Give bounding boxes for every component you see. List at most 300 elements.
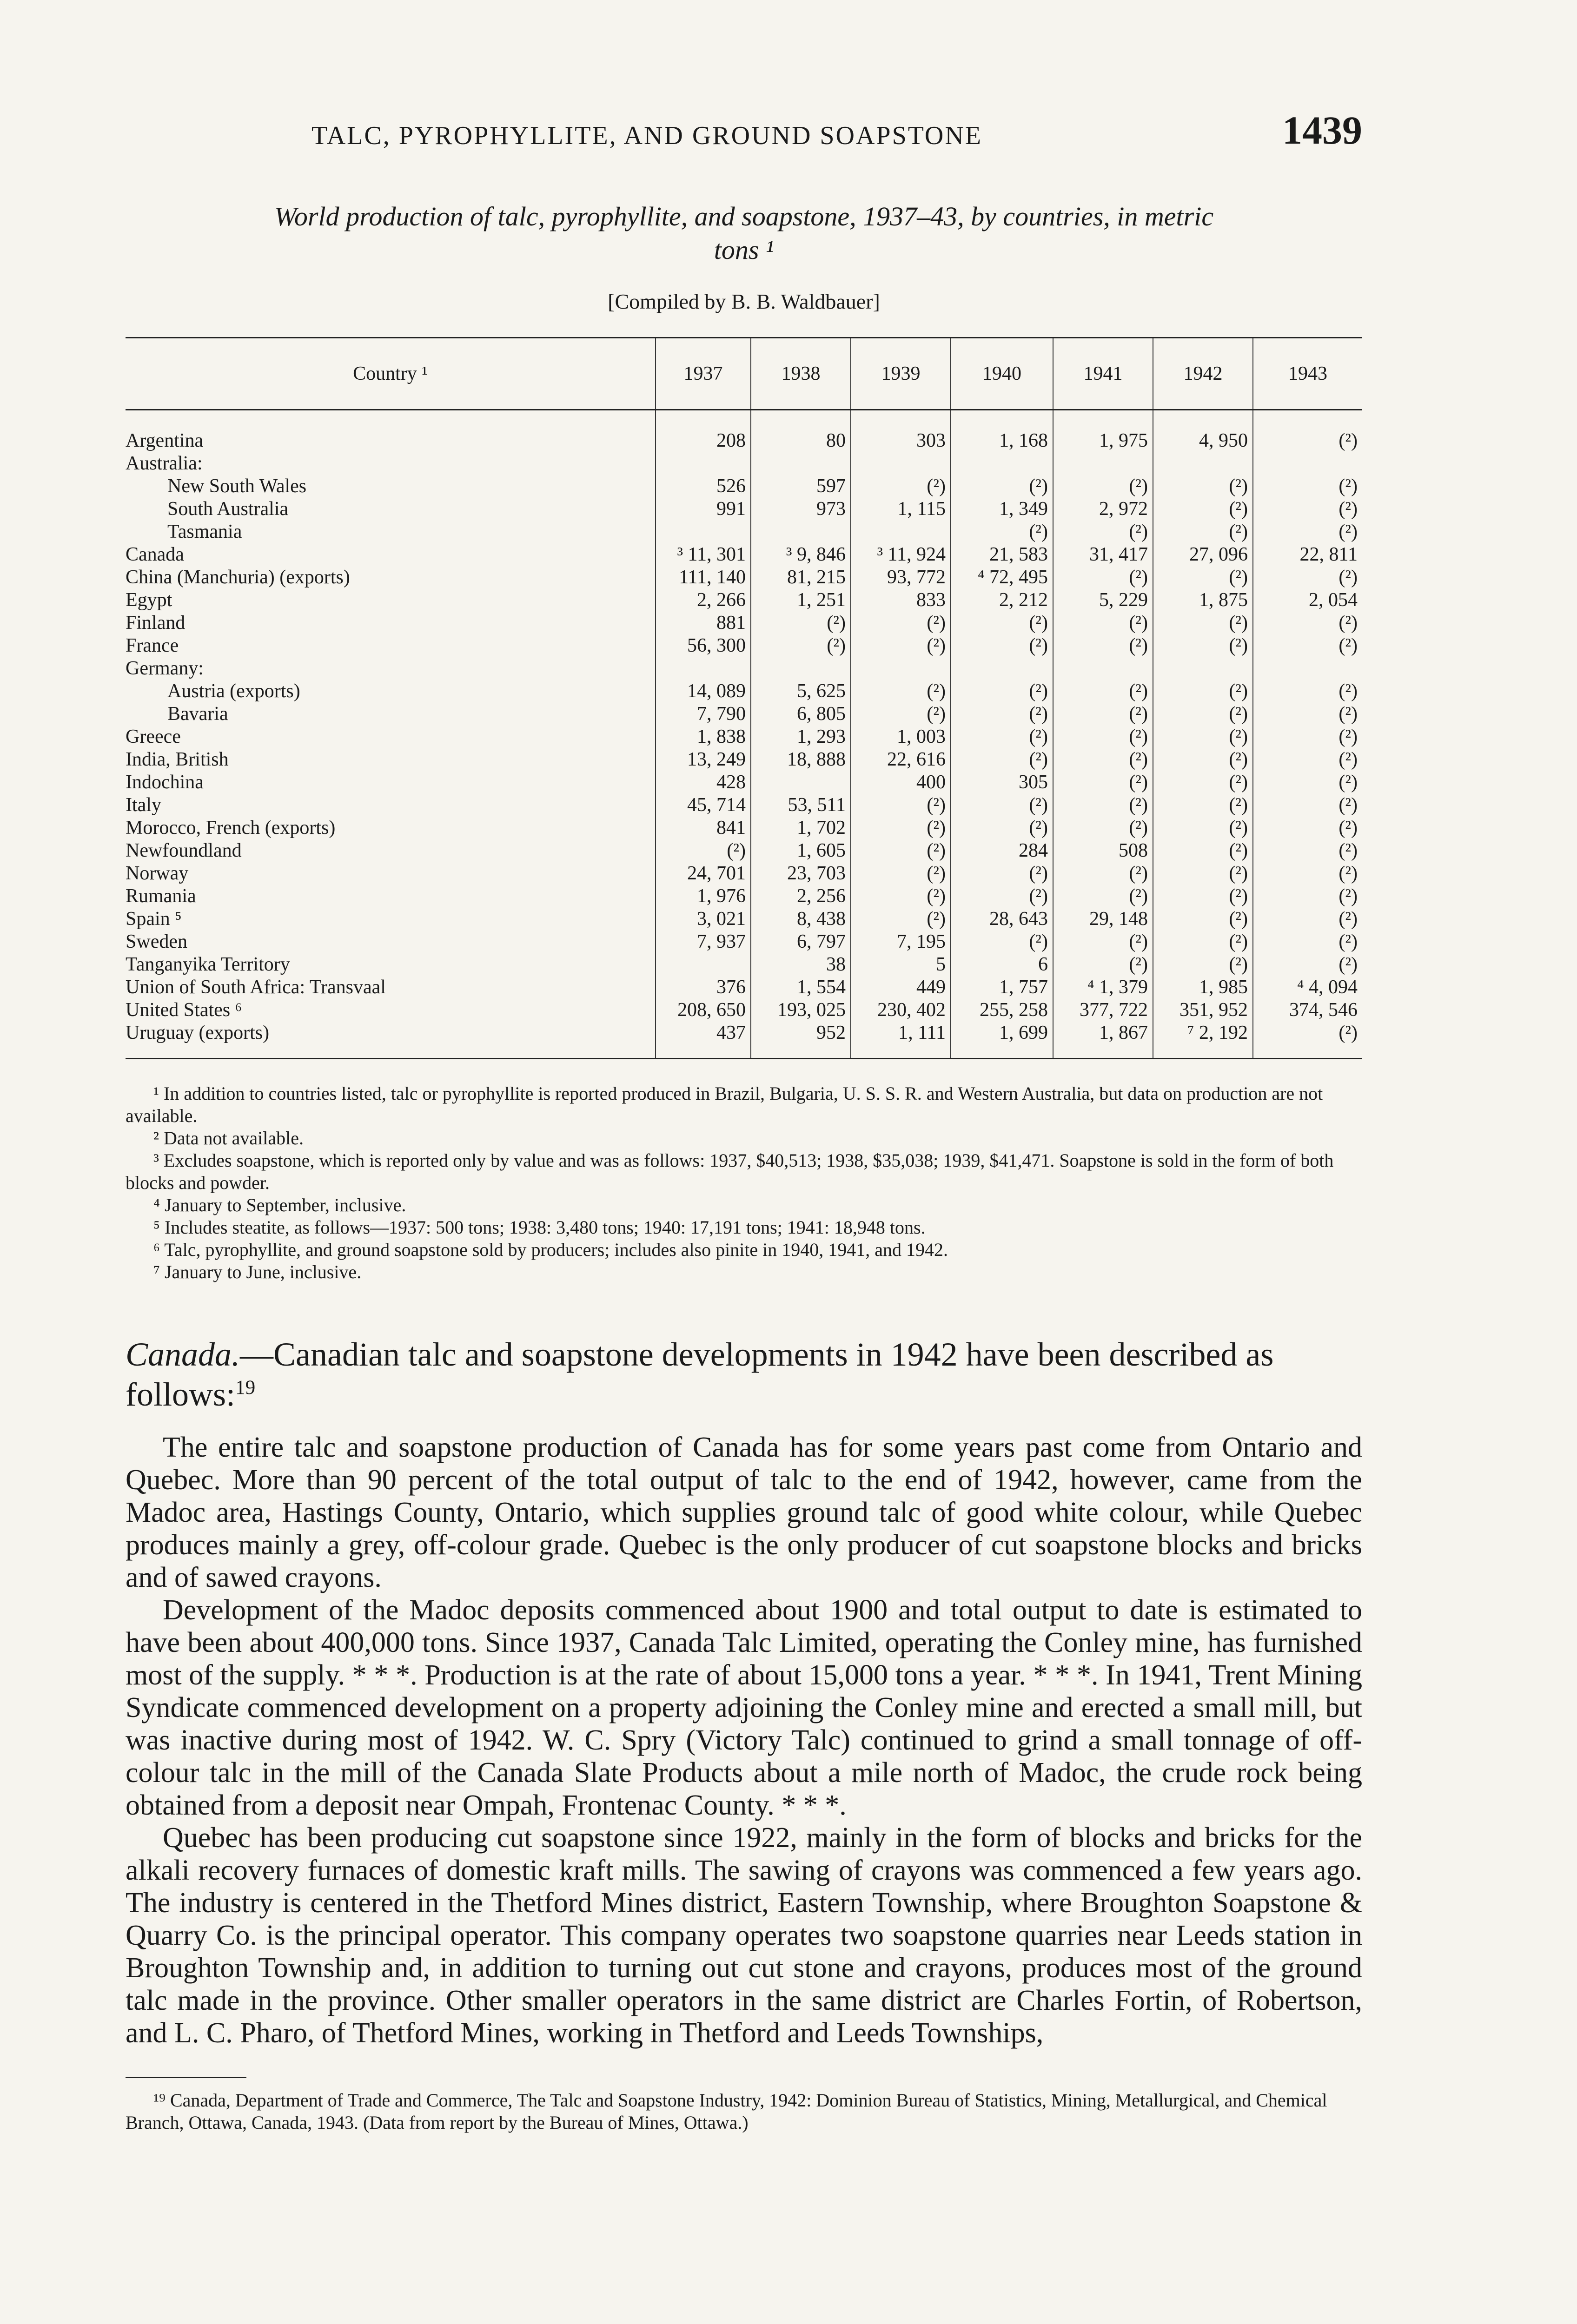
value-cell-1937: 24, 701 (656, 862, 751, 885)
value-cell-1939 (851, 520, 951, 543)
value-cell-1937 (656, 953, 751, 976)
value-cell-1940: (²) (951, 611, 1053, 634)
value-cell-1943: (²) (1253, 953, 1362, 976)
value-cell-1940: (²) (951, 930, 1053, 953)
table-row (126, 702, 1362, 725)
country-cell (126, 588, 656, 611)
section-heading-italic: Canada. (126, 1336, 240, 1373)
table-row (126, 634, 1362, 657)
production-table (126, 337, 1362, 1059)
value-cell-1937: 1, 838 (656, 725, 751, 748)
value-cell-1938: 1, 251 (751, 588, 851, 611)
value-cell-1939: 1, 115 (851, 497, 951, 520)
value-cell-1943: (²) (1253, 520, 1362, 543)
value-cell-1939: 93, 772 (851, 566, 951, 588)
value-cell-1943: (²) (1253, 862, 1362, 885)
table-row (126, 543, 1362, 566)
footnote-4: ⁴ January to September, inclusive. (153, 1195, 406, 1215)
value-cell-1940: 21, 583 (951, 543, 1053, 566)
value-cell-1942: (²) (1153, 885, 1253, 907)
value-cell-1938: 2, 256 (751, 885, 851, 907)
section-heading (126, 1334, 1362, 1414)
country-name: China (Manchuria) (exports) (126, 566, 350, 588)
value-cell-1941: 508 (1053, 839, 1153, 862)
country-name: Italy (126, 794, 161, 816)
value-cell-1942: (²) (1153, 725, 1253, 748)
header-1941: 1941 (1053, 338, 1153, 410)
value-cell-1940: 1, 168 (951, 410, 1053, 452)
value-cell-1942: (²) (1153, 634, 1253, 657)
value-cell-1943: (²) (1253, 839, 1362, 862)
value-cell-1943: (²) (1253, 725, 1362, 748)
value-cell-1942: (²) (1153, 702, 1253, 725)
value-cell-1938: 973 (751, 497, 851, 520)
table-row (126, 816, 1362, 839)
value-cell-1941: (²) (1053, 885, 1153, 907)
value-cell-1938: 80 (751, 410, 851, 452)
value-cell-1939: 449 (851, 976, 951, 998)
value-cell-1943: (²) (1253, 1021, 1362, 1059)
value-cell-1941: (²) (1053, 702, 1153, 725)
value-cell-1943 (1253, 657, 1362, 680)
value-cell-1937: 111, 140 (656, 566, 751, 588)
country-cell (126, 543, 656, 566)
value-cell-1940: (²) (951, 885, 1053, 907)
value-cell-1939: 5 (851, 953, 951, 976)
value-cell-1940: 305 (951, 771, 1053, 793)
country-name: Newfoundland (126, 839, 242, 861)
value-cell-1941: (²) (1053, 816, 1153, 839)
value-cell-1937: 841 (656, 816, 751, 839)
table-row (126, 520, 1362, 543)
value-cell-1940 (951, 657, 1053, 680)
value-cell-1937: 14, 089 (656, 680, 751, 702)
value-cell-1938 (751, 771, 851, 793)
country-cell (126, 930, 656, 953)
value-cell-1941: (²) (1053, 771, 1153, 793)
value-cell-1938: 8, 438 (751, 907, 851, 930)
value-cell-1939: 1, 003 (851, 725, 951, 748)
value-cell-1942: (²) (1153, 839, 1253, 862)
value-cell-1938: (²) (751, 611, 851, 634)
paragraph-2: Development of the Madoc deposits commenced about 1900 and total output to date is estimated to have been about 400,000 tons. Since 1937, Canada Talc Limited, operating the Conley mine, has furnished most of the supply. * * *. Production is at the rate of about 15,000 tons a year. * * *. In 1941, Trent Mining Syndicate commenced development on a property adjoining the Conley mine and erected a small mill, but was inactive during most of 1942. W. C. Spry (Victory Talc) continued to grind a small tonnage of off-colour talc in the mill of the Canada Slate Products about a mile north of Madoc, the crude rock being obtained from a deposit near Ompah, Frontenac County. * * *. (126, 1594, 1362, 1821)
value-cell-1941: (²) (1053, 520, 1153, 543)
value-cell-1940: (²) (951, 862, 1053, 885)
table-row (126, 611, 1362, 634)
value-cell-1938: 1, 702 (751, 816, 851, 839)
table-row (126, 930, 1362, 953)
table-row (126, 725, 1362, 748)
body-text (126, 1431, 1362, 2049)
value-cell-1940: (²) (951, 475, 1053, 497)
value-cell-1941: ⁴ 1, 379 (1053, 976, 1153, 998)
value-cell-1943: 2, 054 (1253, 588, 1362, 611)
value-cell-1940: 6 (951, 953, 1053, 976)
header-1938: 1938 (751, 338, 851, 410)
value-cell-1942: 27, 096 (1153, 543, 1253, 566)
table-header-row (126, 338, 1362, 410)
value-cell-1940: (²) (951, 725, 1053, 748)
value-cell-1938: (²) (751, 634, 851, 657)
value-cell-1937: 1, 976 (656, 885, 751, 907)
value-cell-1943: (²) (1253, 885, 1362, 907)
value-cell-1937: 376 (656, 976, 751, 998)
country-name: Tanganyika Territory (126, 953, 290, 975)
country-cell (126, 998, 656, 1021)
country-cell (126, 680, 656, 702)
value-cell-1937 (656, 452, 751, 475)
country-cell (126, 611, 656, 634)
table-row (126, 497, 1362, 520)
value-cell-1938: 23, 703 (751, 862, 851, 885)
value-cell-1937 (656, 657, 751, 680)
country-cell (126, 1021, 656, 1059)
footnote-5: ⁵ Includes steatite, as follows—1937: 500 tons; 1938: 3,480 tons; 1940: 17,191 tons; 1941: 18,948 tons. (153, 1217, 926, 1238)
value-cell-1942: 1, 875 (1153, 588, 1253, 611)
country-name: Canada (126, 543, 184, 565)
value-cell-1938: 193, 025 (751, 998, 851, 1021)
value-cell-1937: 991 (656, 497, 751, 520)
country-cell (126, 862, 656, 885)
value-cell-1937: (²) (656, 839, 751, 862)
table-row (126, 907, 1362, 930)
value-cell-1939: 303 (851, 410, 951, 452)
value-cell-1942: (²) (1153, 930, 1253, 953)
table-body (126, 410, 1362, 1059)
value-cell-1941: 29, 148 (1053, 907, 1153, 930)
country-cell (126, 634, 656, 657)
value-cell-1943: (²) (1253, 930, 1362, 953)
value-cell-1943: (²) (1253, 816, 1362, 839)
value-cell-1938: 1, 293 (751, 725, 851, 748)
page-number: 1439 (1282, 108, 1362, 152)
value-cell-1939: (²) (851, 680, 951, 702)
table-title (126, 200, 1362, 267)
country-cell (126, 793, 656, 816)
value-cell-1942: (²) (1153, 862, 1253, 885)
value-cell-1941: (²) (1053, 953, 1153, 976)
value-cell-1937: 7, 937 (656, 930, 751, 953)
country-name: Bavaria (167, 703, 228, 725)
value-cell-1943: (²) (1253, 748, 1362, 771)
country-name: Germany: (126, 657, 204, 679)
value-cell-1938 (751, 657, 851, 680)
value-cell-1941 (1053, 657, 1153, 680)
value-cell-1937: 428 (656, 771, 751, 793)
value-cell-1943: 22, 811 (1253, 543, 1362, 566)
country-cell (126, 748, 656, 771)
table-footnotes (126, 1083, 1362, 1283)
paragraph-3: Quebec has been producing cut soapstone since 1922, mainly in the form of blocks and bricks for the alkali recovery furnaces of domestic kraft mills. The sawing of crayons was commenced a few years ago. The industry is centered in the Thetford Mines district, Eastern Township, where Broughton Soapstone & Quarry Co. is the principal operator. This company operates two soapstone quarries near Leeds station in Broughton Township and, in addition to turning out cut stone and crayons, produces most of the ground talc made in the province. Other smaller operators in the same district are Charles Fortin, of Robertson, and L. C. Pharo, of Thetford Mines, working in Thetford and Leeds Townships, (126, 1822, 1362, 2049)
country-cell (126, 475, 656, 497)
country-name: United States ⁶ (126, 999, 242, 1021)
country-cell (126, 657, 656, 680)
value-cell-1941: (²) (1053, 930, 1153, 953)
footnote-1: ¹ In addition to countries listed, talc or pyrophyllite is reported produced in Brazil, Bulgaria, U. S. S. R. and Western Australia, but data on production are not available. (126, 1083, 1323, 1126)
value-cell-1940: 1, 699 (951, 1021, 1053, 1059)
section-heading-note: 19 (235, 1377, 256, 1399)
value-cell-1943: (²) (1253, 566, 1362, 588)
table-row (126, 452, 1362, 475)
value-cell-1937: 2, 266 (656, 588, 751, 611)
country-cell (126, 725, 656, 748)
value-cell-1938: ³ 9, 846 (751, 543, 851, 566)
table-row (126, 680, 1362, 702)
value-cell-1940: (²) (951, 680, 1053, 702)
value-cell-1940: (²) (951, 520, 1053, 543)
value-cell-1937: ³ 11, 301 (656, 543, 751, 566)
country-cell (126, 452, 656, 475)
country-cell (126, 953, 656, 976)
value-cell-1938: 38 (751, 953, 851, 976)
country-cell (126, 885, 656, 907)
value-cell-1940: (²) (951, 816, 1053, 839)
value-cell-1942: (²) (1153, 907, 1253, 930)
value-cell-1942: (²) (1153, 793, 1253, 816)
value-cell-1943: (²) (1253, 771, 1362, 793)
value-cell-1943: (²) (1253, 793, 1362, 816)
value-cell-1939: (²) (851, 862, 951, 885)
value-cell-1938: 6, 805 (751, 702, 851, 725)
country-name: Morocco, French (exports) (126, 817, 336, 838)
value-cell-1943: (²) (1253, 907, 1362, 930)
country-cell (126, 907, 656, 930)
value-cell-1940: 1, 349 (951, 497, 1053, 520)
country-name: New South Wales (167, 475, 307, 497)
country-name: India, British (126, 748, 229, 770)
country-cell (126, 976, 656, 998)
value-cell-1943: (²) (1253, 702, 1362, 725)
value-cell-1940: ⁴ 72, 495 (951, 566, 1053, 588)
value-cell-1941: (²) (1053, 680, 1153, 702)
country-cell (126, 497, 656, 520)
country-name: Indochina (126, 771, 204, 793)
table-row (126, 566, 1362, 588)
value-cell-1939: (²) (851, 702, 951, 725)
value-cell-1937: 13, 249 (656, 748, 751, 771)
value-cell-1941: (²) (1053, 793, 1153, 816)
value-cell-1938: 53, 511 (751, 793, 851, 816)
header-1942: 1942 (1153, 338, 1253, 410)
value-cell-1937: 526 (656, 475, 751, 497)
value-cell-1941: (²) (1053, 475, 1153, 497)
value-cell-1938: 1, 605 (751, 839, 851, 862)
footnote-3: ³ Excludes soapstone, which is reported only by value and was as follows: 1937, $40,513; 1938, $35,038; 1939, $41,471. Soapstone is sold in the form of both blocks and powder. (126, 1150, 1334, 1193)
value-cell-1942: 351, 952 (1153, 998, 1253, 1021)
page-footnote (126, 2089, 1362, 2134)
value-cell-1942 (1153, 452, 1253, 475)
value-cell-1938 (751, 520, 851, 543)
value-cell-1941: 1, 975 (1053, 410, 1153, 452)
header-1940: 1940 (951, 338, 1053, 410)
value-cell-1942: (²) (1153, 520, 1253, 543)
value-cell-1940 (951, 452, 1053, 475)
header-1937: 1937 (656, 338, 751, 410)
paragraph-1: The entire talc and soapstone production of Canada has for some years past come from Ontario and Quebec. More than 90 percent of the total output of talc to the end of 1942, however, came from the Madoc area, Hastings County, Ontario, which supplies ground talc of good white colour, while Quebec produces mainly a grey, off-colour grade. Quebec is the only producer of cut soapstone blocks and bricks and of sawed crayons. (126, 1432, 1362, 1593)
value-cell-1941: 2, 972 (1053, 497, 1153, 520)
table-row (126, 771, 1362, 793)
value-cell-1943: (²) (1253, 680, 1362, 702)
table-row (126, 862, 1362, 885)
country-name: Argentina (126, 429, 204, 451)
country-cell (126, 410, 656, 452)
value-cell-1939: (²) (851, 816, 951, 839)
page (126, 107, 1362, 2134)
value-cell-1941: (²) (1053, 634, 1153, 657)
value-cell-1938: 18, 888 (751, 748, 851, 771)
value-cell-1943: (²) (1253, 497, 1362, 520)
compiled-by: [Compiled by B. B. Waldbauer] (608, 290, 880, 313)
value-cell-1939: (²) (851, 475, 951, 497)
country-cell (126, 839, 656, 862)
country-cell (126, 702, 656, 725)
value-cell-1937: 881 (656, 611, 751, 634)
value-cell-1939: (²) (851, 634, 951, 657)
value-cell-1942 (1153, 657, 1253, 680)
table-title-line-1: World production of talc, pyrophyllite, and soapstone, 1937–43, by countries, in metric (274, 201, 1214, 231)
value-cell-1941: 377, 722 (1053, 998, 1153, 1021)
value-cell-1940: 255, 258 (951, 998, 1053, 1021)
value-cell-1939: 22, 616 (851, 748, 951, 771)
value-cell-1941: (²) (1053, 566, 1153, 588)
value-cell-1939: (²) (851, 611, 951, 634)
footnote-7: ⁷ January to June, inclusive. (153, 1261, 362, 1282)
country-name: France (126, 634, 179, 656)
value-cell-1942: (²) (1153, 748, 1253, 771)
page-footnote-text: ¹⁹ Canada, Department of Trade and Commerce, The Talc and Soapstone Industry, 1942: Dominion Bureau of Statistics, Mining, Metallurgical, and Chemical Branch, Ottawa, Canada, 1943. (Data from report by the Bureau of Mines, Ottawa.) (126, 2090, 1327, 2133)
country-name: Greece (126, 726, 181, 747)
table-row (126, 657, 1362, 680)
value-cell-1939: (²) (851, 793, 951, 816)
table-row (126, 998, 1362, 1021)
value-cell-1937 (656, 520, 751, 543)
value-cell-1938: 1, 554 (751, 976, 851, 998)
value-cell-1943: (²) (1253, 475, 1362, 497)
value-cell-1937: 45, 714 (656, 793, 751, 816)
value-cell-1937: 7, 790 (656, 702, 751, 725)
table-row (126, 839, 1362, 862)
table-row (126, 475, 1362, 497)
header-1943: 1943 (1253, 338, 1362, 410)
value-cell-1940: (²) (951, 634, 1053, 657)
value-cell-1938 (751, 452, 851, 475)
value-cell-1937: 208, 650 (656, 998, 751, 1021)
value-cell-1939: (²) (851, 839, 951, 862)
footnote-divider (126, 2077, 246, 2078)
value-cell-1941: (²) (1053, 725, 1153, 748)
value-cell-1943 (1253, 452, 1362, 475)
value-cell-1940: (²) (951, 702, 1053, 725)
value-cell-1943: (²) (1253, 634, 1362, 657)
country-name: Australia: (126, 452, 203, 474)
value-cell-1938: 952 (751, 1021, 851, 1059)
value-cell-1941: (²) (1053, 748, 1153, 771)
country-name: Rumania (126, 885, 196, 907)
value-cell-1942: (²) (1153, 771, 1253, 793)
table-row (126, 953, 1362, 976)
header-country: Country ¹ (126, 338, 656, 410)
value-cell-1938: 81, 215 (751, 566, 851, 588)
country-cell (126, 566, 656, 588)
value-cell-1939 (851, 452, 951, 475)
value-cell-1943: (²) (1253, 611, 1362, 634)
value-cell-1941: 1, 867 (1053, 1021, 1153, 1059)
value-cell-1938: 5, 625 (751, 680, 851, 702)
country-name: Norway (126, 862, 189, 884)
country-name: Finland (126, 612, 186, 634)
country-name: Sweden (126, 931, 187, 952)
country-name: Austria (exports) (167, 680, 300, 702)
value-cell-1941: 5, 229 (1053, 588, 1153, 611)
country-name: Uruguay (exports) (126, 1022, 270, 1043)
country-name: Spain ⁵ (126, 908, 182, 930)
value-cell-1939: 833 (851, 588, 951, 611)
running-head-title: TALC, PYROPHYLLITE, AND GROUND SOAPSTONE (311, 121, 982, 150)
country-name: Tasmania (167, 521, 242, 542)
table-row (126, 793, 1362, 816)
country-name: Union of South Africa: Transvaal (126, 976, 386, 998)
header-1939: 1939 (851, 338, 951, 410)
value-cell-1942: (²) (1153, 953, 1253, 976)
table-row (126, 976, 1362, 998)
value-cell-1943: 374, 546 (1253, 998, 1362, 1021)
value-cell-1940: (²) (951, 793, 1053, 816)
value-cell-1939: ³ 11, 924 (851, 543, 951, 566)
value-cell-1942: (²) (1153, 611, 1253, 634)
value-cell-1937: 56, 300 (656, 634, 751, 657)
value-cell-1942: ⁷ 2, 192 (1153, 1021, 1253, 1059)
value-cell-1937: 208 (656, 410, 751, 452)
value-cell-1939: 230, 402 (851, 998, 951, 1021)
value-cell-1943: ⁴ 4, 094 (1253, 976, 1362, 998)
table-row (126, 748, 1362, 771)
value-cell-1937: 437 (656, 1021, 751, 1059)
value-cell-1939: (²) (851, 885, 951, 907)
value-cell-1942: (²) (1153, 566, 1253, 588)
value-cell-1939 (851, 657, 951, 680)
value-cell-1941: (²) (1053, 862, 1153, 885)
value-cell-1939: 1, 111 (851, 1021, 951, 1059)
value-cell-1939: 7, 195 (851, 930, 951, 953)
value-cell-1937: 3, 021 (656, 907, 751, 930)
value-cell-1942: 4, 950 (1153, 410, 1253, 452)
footnote-2: ² Data not available. (153, 1128, 304, 1149)
value-cell-1940: 2, 212 (951, 588, 1053, 611)
value-cell-1938: 6, 797 (751, 930, 851, 953)
footnote-6: ⁶ Talc, pyrophyllite, and ground soapstone sold by producers; includes also pinite in 1940, 1941, and 1942. (153, 1239, 948, 1260)
country-name: South Australia (167, 498, 289, 520)
value-cell-1939: 400 (851, 771, 951, 793)
value-cell-1942: 1, 985 (1153, 976, 1253, 998)
value-cell-1943: (²) (1253, 410, 1362, 452)
value-cell-1940: 28, 643 (951, 907, 1053, 930)
table-title-line-2: tons ¹ (714, 235, 774, 265)
table-row (126, 885, 1362, 907)
value-cell-1941 (1053, 452, 1153, 475)
value-cell-1940: 1, 757 (951, 976, 1053, 998)
value-cell-1939: (²) (851, 907, 951, 930)
value-cell-1942: (²) (1153, 497, 1253, 520)
country-name: Egypt (126, 589, 172, 611)
table-row (126, 588, 1362, 611)
value-cell-1941: (²) (1053, 611, 1153, 634)
value-cell-1942: (²) (1153, 816, 1253, 839)
table-row (126, 1021, 1362, 1059)
value-cell-1940: 284 (951, 839, 1053, 862)
table-row (126, 410, 1362, 452)
value-cell-1941: 31, 417 (1053, 543, 1153, 566)
country-cell (126, 816, 656, 839)
